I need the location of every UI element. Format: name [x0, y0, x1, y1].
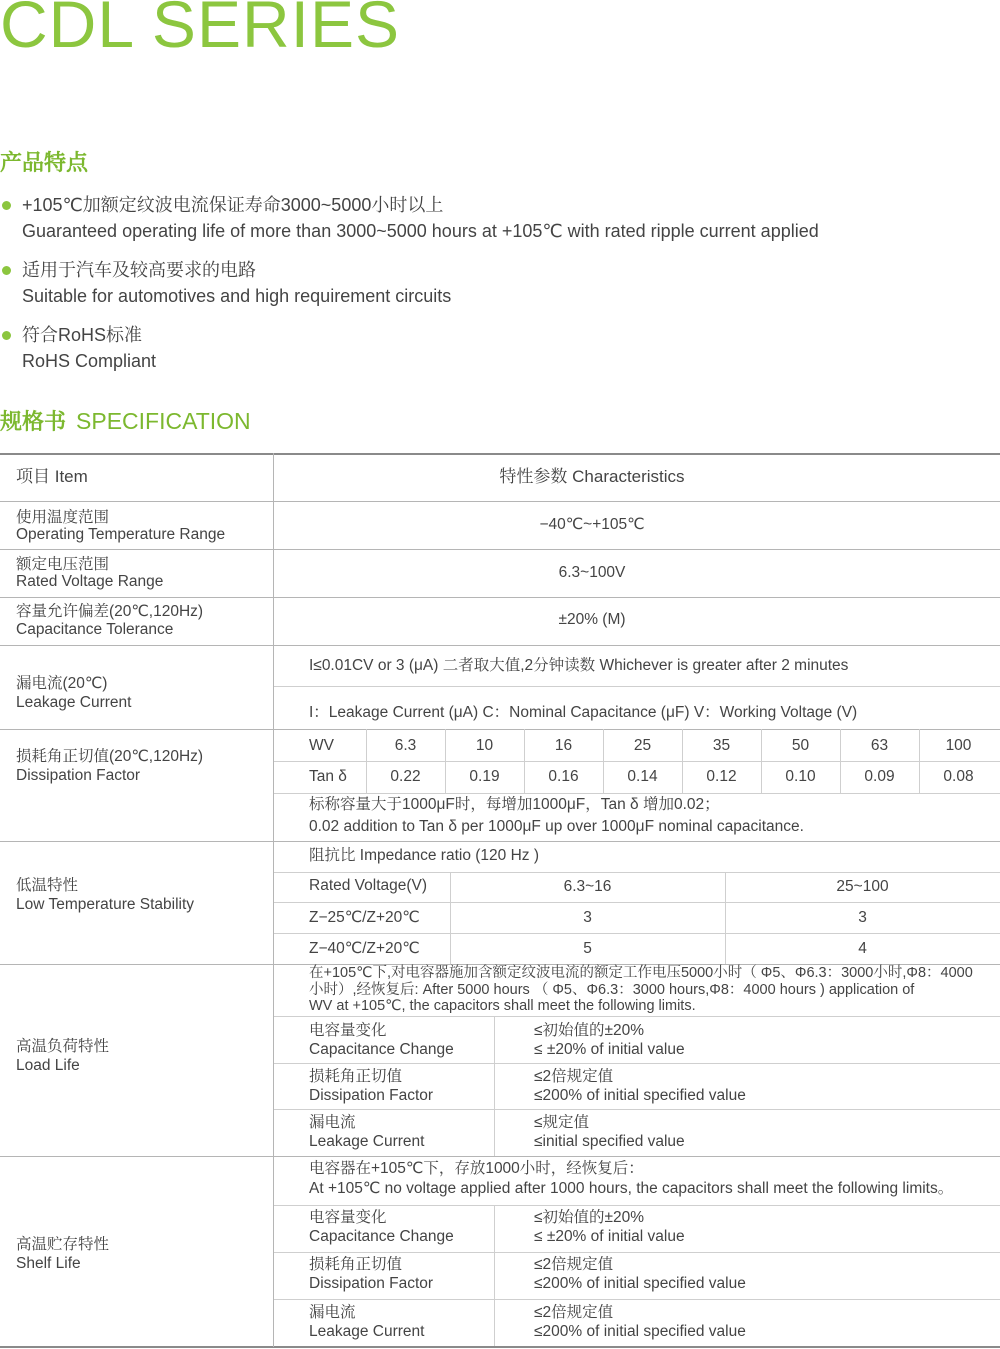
shelflife-value-zh: ≤初始值的±20%	[534, 1209, 645, 1226]
loadlife-value-zh: ≤规定值	[534, 1114, 590, 1131]
shelflife-row-en: Leakage Current	[309, 1323, 425, 1340]
df-note-zh: 标称容量大于1000μF时，每增加1000μF，Tan δ 增加0.02；	[309, 796, 720, 813]
df-tan-label: Tan δ	[309, 768, 347, 785]
shelflife-label-zh: 高温贮存特性	[16, 1236, 110, 1253]
table-rule	[274, 1299, 1000, 1300]
shelflife-row-en: Capacitance Change	[309, 1228, 454, 1245]
table-col-divider	[273, 453, 274, 1347]
df-tan-cell: 0.14	[627, 768, 658, 785]
leakage-label-zh: 漏电流(20℃)	[16, 675, 108, 692]
spec-table	[0, 453, 1000, 1349]
loadlife-row-en: Capacitance Change	[309, 1041, 454, 1058]
loadlife-desc: 在+105℃下,对电容器施加含额定纹波电流的额定工作电压5000小时（ Φ5、Φ6.3：3000小时,Φ8：4000	[309, 965, 973, 981]
table-rule	[0, 1156, 1000, 1157]
df-wv-label: WV	[309, 737, 334, 754]
shelflife-value-zh: ≤2倍规定值	[534, 1256, 614, 1273]
loadlife-label-en: Load Life	[16, 1057, 80, 1074]
shelflife-value-en: ≤200% of initial specified value	[534, 1275, 746, 1292]
shelflife-label-en: Shelf Life	[16, 1255, 81, 1272]
df-wv-cell: 6.3	[394, 737, 417, 754]
bullet-icon	[2, 201, 11, 210]
voltage-value: 6.3~100V	[558, 564, 626, 581]
loadlife-desc: 小时）,经恢复后: After 5000 hours （ Φ5、Φ6.3：3000 hours,Φ8：4000 hours ) application of	[309, 982, 915, 998]
loadlife-value-zh: ≤2倍规定值	[534, 1068, 614, 1085]
table-rule	[274, 1252, 1000, 1253]
tolerance-label-zh: 容量允许偏差(20℃,120Hz)	[16, 603, 204, 620]
shelflife-desc: 电容器在+105℃下，存放1000小时，经恢复后：	[309, 1160, 644, 1177]
lowtemp-col1: 6.3~16	[563, 878, 612, 895]
shelflife-row-en: Dissipation Factor	[309, 1275, 434, 1292]
shelflife-value-en: ≤200% of initial specified value	[534, 1323, 746, 1340]
loadlife-row-zh: 损耗角正切值	[309, 1068, 403, 1085]
feature-en: Guaranteed operating life of more than 3000~5000 hours at +105℃ with rated ripple current applied	[22, 221, 819, 241]
table-rule	[0, 549, 1000, 550]
table-rule	[0, 453, 1000, 455]
tolerance-label-en: Capacitance Tolerance	[16, 621, 174, 638]
table-rule	[274, 933, 1000, 934]
leakage-formula: I≤0.01CV or 3 (μA) 二者取大值,2分钟读数 Whichever is greater after 2 minutes	[309, 657, 849, 674]
lowtemp-row2-v2: 4	[858, 940, 867, 957]
leakage-label-en: Leakage Current	[16, 694, 132, 711]
df-tan-cell: 0.22	[390, 768, 421, 785]
df-note-en: 0.02 addition to Tan δ per 1000μF up over 1000μF nominal capacitance.	[309, 818, 804, 835]
shelflife-row-zh: 损耗角正切值	[309, 1256, 403, 1273]
feature-en: Suitable for automotives and high requirement circuits	[22, 286, 452, 306]
feature-zh: +105℃加额定纹波电流保证寿命3000~5000小时以上	[22, 195, 444, 215]
loadlife-label-zh: 高温负荷特性	[16, 1038, 110, 1055]
table-rule	[274, 1109, 1000, 1110]
feature-item	[0, 192, 819, 244]
lowtemp-title: 阻抗比 Impedance ratio (120 Hz )	[309, 847, 540, 864]
bullet-icon	[2, 331, 11, 340]
shelflife-row-zh: 漏电流	[309, 1304, 356, 1321]
loadlife-desc: WV at +105℃, the capacitors shall meet the following limits.	[309, 998, 696, 1014]
table-rule	[274, 872, 1000, 873]
lowtemp-row1-v1: 3	[583, 909, 592, 926]
lowtemp-rv-label: Rated Voltage(V)	[309, 877, 428, 894]
lowtemp-row2-label: Z−40℃/Z+20℃	[309, 940, 420, 957]
df-label-en: Dissipation Factor	[16, 767, 141, 784]
lowtemp-label-en: Low Temperature Stability	[16, 896, 195, 913]
lowtemp-label-zh: 低温特性	[16, 877, 79, 894]
loadlife-value-en: ≤200% of initial specified value	[534, 1087, 746, 1104]
df-tan-cell: 0.19	[469, 768, 500, 785]
lowtemp-row1-label: Z−25℃/Z+20℃	[309, 909, 420, 926]
table-rule	[0, 841, 1000, 842]
loadlife-value-en: ≤ ±20% of initial value	[534, 1041, 685, 1058]
features-heading: 产品特点	[0, 150, 89, 175]
df-label-zh: 损耗角正切值(20℃,120Hz)	[16, 748, 204, 765]
loadlife-row-en: Leakage Current	[309, 1133, 425, 1150]
df-tan-cell: 0.08	[943, 768, 974, 785]
bullet-icon	[2, 266, 11, 275]
shelflife-value-en: ≤ ±20% of initial value	[534, 1228, 685, 1245]
loadlife-row-en: Dissipation Factor	[309, 1087, 434, 1104]
spec-heading-zh: 规格书	[0, 409, 67, 434]
temp-value: −40℃~+105℃	[539, 516, 645, 533]
loadlife-row-zh: 电容量变化	[309, 1022, 387, 1039]
header-characteristics: 特性参数 Characteristics	[499, 467, 685, 486]
header-item: 项目 Item	[16, 467, 88, 486]
spec-heading	[0, 405, 251, 436]
voltage-label-en: Rated Voltage Range	[16, 573, 164, 590]
temp-label-en: Operating Temperature Range	[16, 526, 226, 543]
table-rule	[0, 1346, 1000, 1348]
df-wv-cell: 100	[945, 737, 972, 754]
df-wv-cell: 25	[633, 737, 652, 754]
table-col-divider	[494, 1205, 495, 1346]
table-rule	[274, 686, 1000, 687]
loadlife-row-zh: 漏电流	[309, 1114, 356, 1131]
df-tan-cell: 0.12	[706, 768, 737, 785]
shelflife-value-zh: ≤2倍规定值	[534, 1304, 614, 1321]
lowtemp-row1-v2: 3	[858, 909, 867, 926]
table-rule	[274, 793, 1000, 794]
df-wv-cell: 16	[554, 737, 573, 754]
df-wv-cell: 35	[712, 737, 731, 754]
table-col-divider	[494, 1016, 495, 1156]
feature-item	[0, 322, 156, 374]
table-rule	[274, 1205, 1000, 1206]
lowtemp-row2-v1: 5	[583, 940, 592, 957]
table-rule	[274, 761, 1000, 762]
shelflife-row-zh: 电容量变化	[309, 1209, 387, 1226]
voltage-label-zh: 额定电压范围	[16, 556, 110, 573]
lowtemp-col2: 25~100	[836, 878, 889, 895]
loadlife-value-zh: ≤初始值的±20%	[534, 1022, 645, 1039]
table-rule	[274, 1063, 1000, 1064]
table-rule	[0, 597, 1000, 598]
df-tan-cell: 0.09	[864, 768, 895, 785]
feature-item	[0, 257, 451, 309]
temp-label-zh: 使用温度范围	[16, 509, 110, 526]
leakage-legend: I：Leakage Current (μA) C：Nominal Capacitance (μF) V：Working Voltage (V)	[309, 704, 858, 721]
df-tan-cell: 0.16	[548, 768, 579, 785]
table-rule	[0, 501, 1000, 502]
df-wv-cell: 10	[475, 737, 494, 754]
feature-zh: 符合RoHS标准	[22, 325, 143, 345]
table-rule	[274, 902, 1000, 903]
df-wv-cell: 63	[870, 737, 889, 754]
spec-heading-en: SPECIFICATION	[76, 408, 251, 434]
tolerance-value: ±20% (M)	[558, 611, 626, 628]
shelflife-desc: At +105℃ no voltage applied after 1000 hours, the capacitors shall meet the following limits。	[309, 1180, 954, 1197]
feature-en: RoHS Compliant	[22, 351, 157, 371]
df-wv-cell: 50	[791, 737, 810, 754]
table-rule	[0, 645, 1000, 646]
df-tan-cell: 0.10	[785, 768, 816, 785]
loadlife-value-en: ≤initial specified value	[534, 1133, 685, 1150]
table-rule	[274, 1016, 1000, 1017]
series-title: CDL SERIES	[0, 0, 401, 61]
table-rule	[0, 729, 1000, 730]
feature-zh: 适用于汽车及较高要求的电路	[22, 260, 256, 280]
